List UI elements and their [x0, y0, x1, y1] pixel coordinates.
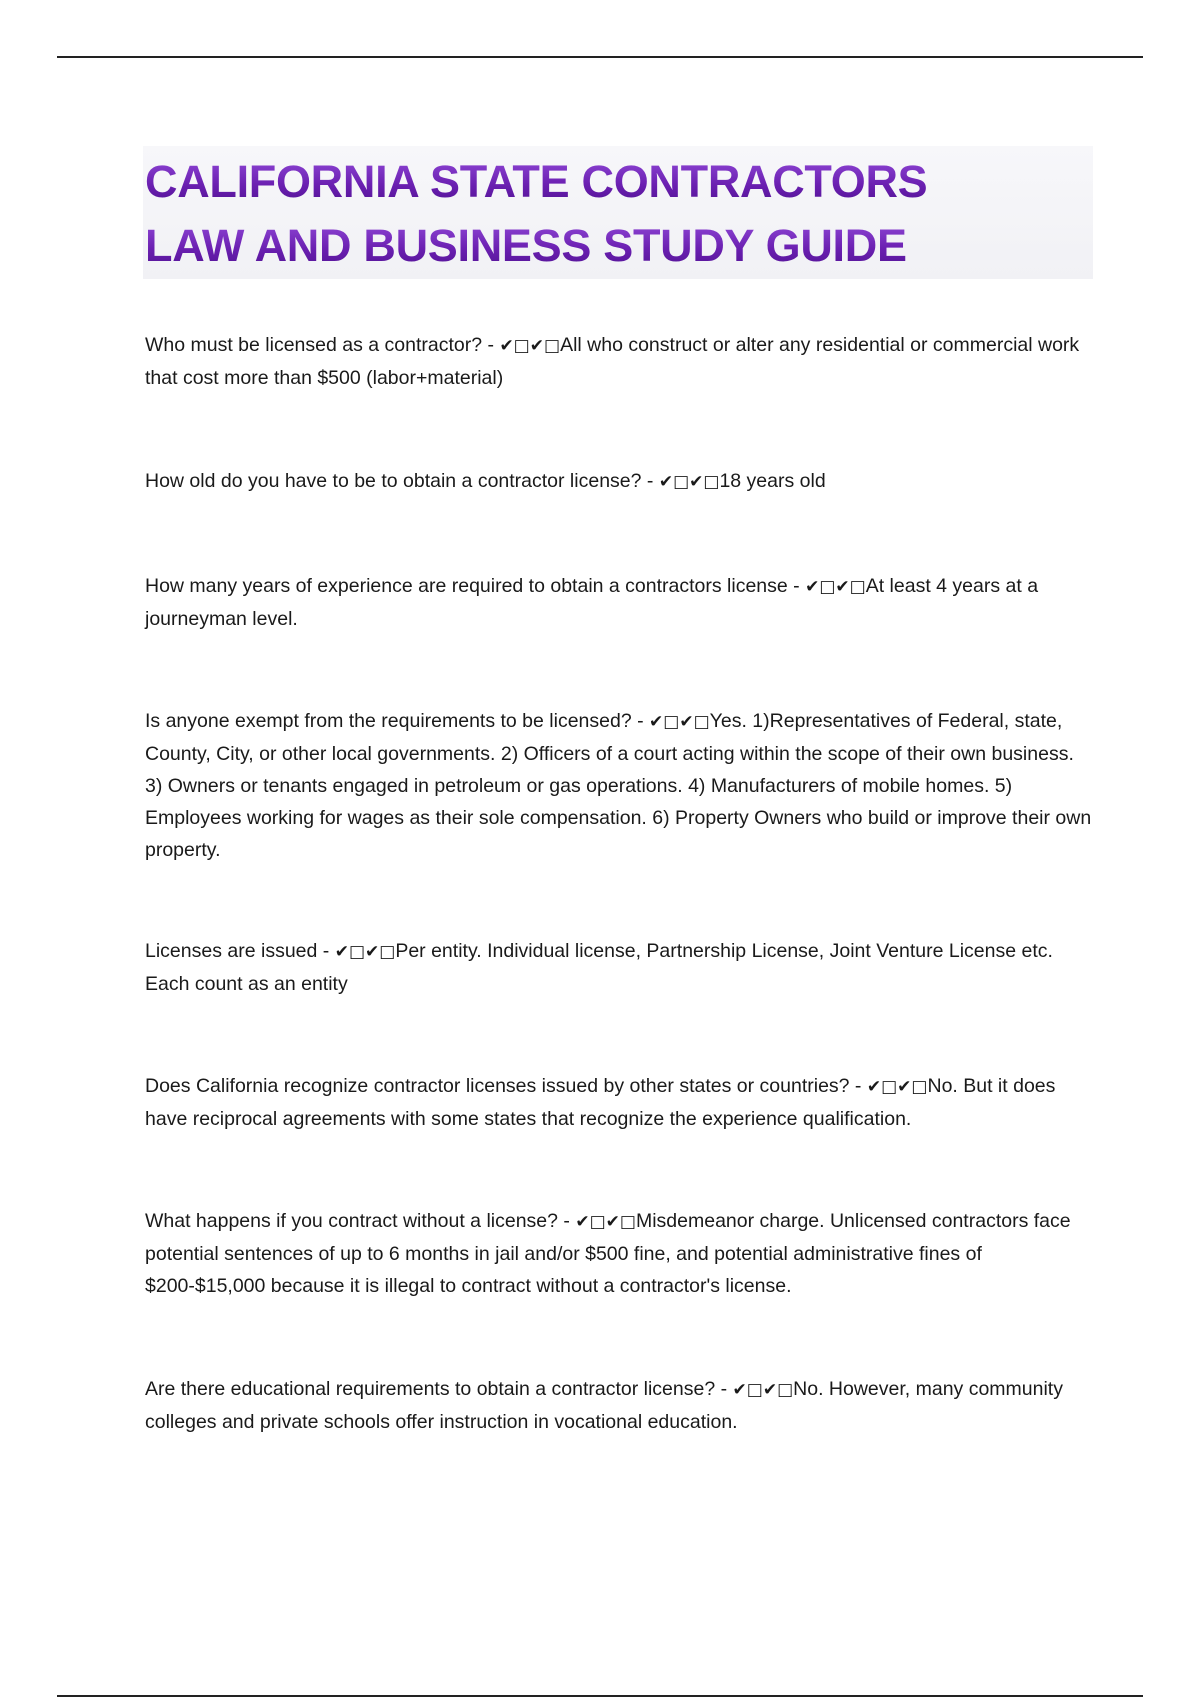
footer-rule	[57, 1695, 1143, 1697]
check-marker-icon: ✔□✔□	[649, 712, 710, 732]
question: Is anyone exempt from the requirements to be licensed?	[145, 710, 632, 732]
question: Does California recognize contractor licenses issued by other states or countries?	[145, 1075, 850, 1097]
answer: Misdemeanor charge. Unlicensed contractors face potential sentences of up to 6 months in jail and/or $500 fine, and potential administrative fines of $200-$15,000 because it is illegal to contract without a contractor's license.	[145, 1210, 1071, 1297]
qa-item-1	[145, 329, 1095, 394]
separator: -	[317, 940, 335, 962]
check-marker-icon: ✔□✔□	[575, 1212, 636, 1232]
qa-item-7	[145, 1205, 1095, 1302]
question: Are there educational requirements to obtain a contractor license?	[145, 1378, 716, 1400]
qa-item-2	[145, 465, 1095, 498]
check-marker-icon: ✔□✔□	[866, 1077, 928, 1097]
qa-item-6	[145, 1070, 1095, 1135]
question: Licenses are issued	[145, 940, 318, 962]
qa-item-3	[145, 570, 1095, 635]
title-banner	[143, 146, 1093, 279]
separator: -	[715, 1378, 733, 1400]
qa-item-4	[145, 705, 1095, 866]
question: How many years of experience are required to obtain a contractors license	[145, 575, 788, 597]
separator: -	[849, 1075, 867, 1097]
question: How old do you have to be to obtain a contractor license?	[145, 470, 642, 492]
qa-item-8	[145, 1373, 1095, 1438]
answer: No. However, many community colleges and private schools offer instruction in vocational education.	[145, 1378, 1063, 1433]
question: What happens if you contract without a license?	[145, 1210, 558, 1232]
answer: At least 4 years at a journeyman level.	[145, 575, 1039, 630]
separator: -	[558, 1210, 576, 1232]
check-marker-icon: ✔□✔□	[499, 336, 561, 356]
title-line-1: CALIFORNIA STATE CONTRACTORS	[145, 150, 1093, 214]
header-rule	[57, 56, 1143, 58]
answer: Per entity. Individual license, Partnership License, Joint Venture License etc. Each count as an entity	[145, 940, 1053, 995]
answer: Yes. 1)Representatives of Federal, state, County, City, or other local governments. 2) Officers of a court acting within the scope of their own business. 3) Owners or tenants engaged in petroleum or gas operations. 4) Manufacturers of mobile homes. 5) Employees working for wages as their sole compensation. 6) Property Owners who build or improve their own property.	[145, 710, 1092, 861]
check-marker-icon: ✔□✔□	[805, 577, 866, 597]
answer: No. But it does have reciprocal agreements with some states that recognize the experience qualification.	[145, 1075, 1056, 1130]
qa-item-5	[145, 935, 1095, 1000]
separator: -	[631, 710, 650, 732]
answer: All who construct or alter any residential or commercial work that cost more than $500 (labor+material)	[145, 334, 1080, 389]
check-marker-icon: ✔□✔□	[658, 472, 720, 492]
question: Who must be licensed as a contractor?	[145, 334, 483, 356]
answer: 18 years old	[719, 470, 826, 492]
check-marker-icon: ✔□✔□	[732, 1380, 794, 1400]
title-line-2: LAW AND BUSINESS STUDY GUIDE	[145, 214, 1093, 278]
check-marker-icon: ✔□✔□	[334, 942, 396, 962]
separator: -	[787, 575, 806, 597]
separator: -	[482, 334, 500, 356]
separator: -	[641, 470, 659, 492]
